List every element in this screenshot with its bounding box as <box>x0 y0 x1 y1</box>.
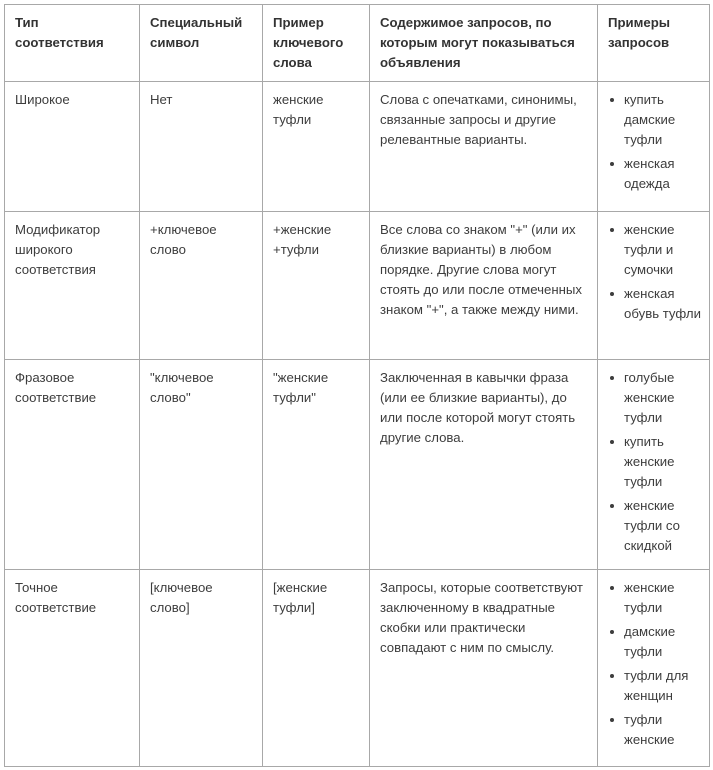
cell-keyword-example: [женские туфли] <box>263 570 370 767</box>
cell-query-examples <box>598 570 710 767</box>
bullet-icon <box>610 376 614 380</box>
query-examples-list <box>604 578 703 750</box>
query-examples-list <box>604 90 703 194</box>
header-query-examples: Примеры запросов <box>598 5 710 82</box>
cell-keyword-example: "женские туфли" <box>263 360 370 570</box>
list-item <box>604 220 703 280</box>
bullet-icon <box>610 586 614 590</box>
query-example-text: женская одежда <box>624 156 675 191</box>
cell-special-symbol: [ключевое слово] <box>140 570 263 767</box>
cell-query-examples <box>598 212 710 360</box>
query-example-text: купить дамские туфли <box>624 92 676 147</box>
bullet-icon <box>610 504 614 508</box>
list-item <box>604 496 703 556</box>
bullet-icon <box>610 98 614 102</box>
cell-query-content: Все слова со знаком "+" (или их близкие варианты) в любом порядке. Другие слова могут стоять до или после отмеченных знаком "+", а также между ними. <box>370 212 598 360</box>
query-examples-list <box>604 220 703 324</box>
list-item <box>604 622 703 662</box>
bullet-icon <box>610 162 614 166</box>
match-types-table <box>4 4 710 767</box>
match-types-table-container <box>4 4 709 767</box>
table-row <box>5 570 710 767</box>
cell-special-symbol: "ключевое слово" <box>140 360 263 570</box>
bullet-icon <box>610 292 614 296</box>
list-item <box>604 578 703 618</box>
list-item <box>604 666 703 706</box>
cell-keyword-example: женские туфли <box>263 82 370 212</box>
header-keyword-example: Пример ключевого слова <box>263 5 370 82</box>
cell-special-symbol: +ключевое слово <box>140 212 263 360</box>
header-special-symbol: Специальный символ <box>140 5 263 82</box>
query-example-text: женские туфли со скидкой <box>624 498 680 553</box>
query-example-text: женские туфли <box>624 580 675 615</box>
bullet-icon <box>610 440 614 444</box>
cell-query-content: Заключенная в кавычки фраза (или ее близкие варианты), до или после которой могут стоять другие слова. <box>370 360 598 570</box>
list-item <box>604 368 703 428</box>
query-example-text: женские туфли и сумочки <box>624 222 675 277</box>
cell-match-type: Точное соответствие <box>5 570 140 767</box>
query-example-text: туфли для женщин <box>624 668 689 703</box>
list-item <box>604 432 703 492</box>
list-item <box>604 710 703 750</box>
list-item <box>604 284 703 324</box>
cell-query-examples <box>598 360 710 570</box>
query-example-text: женская обувь туфли <box>624 286 701 321</box>
query-examples-list <box>604 368 703 556</box>
table-row <box>5 82 710 212</box>
header-query-content: Содержимое запросов, по которым могут показываться объявления <box>370 5 598 82</box>
cell-query-content: Запросы, которые соответствуют заключенному в квадратные скобки или практически совпадают с ним по смыслу. <box>370 570 598 767</box>
cell-keyword-example: +женские +туфли <box>263 212 370 360</box>
query-example-text: дамские туфли <box>624 624 676 659</box>
query-example-text: купить женские туфли <box>624 434 675 489</box>
cell-match-type: Модификатор широкого соответствия <box>5 212 140 360</box>
table-row <box>5 360 710 570</box>
cell-match-type: Фразовое соответствие <box>5 360 140 570</box>
table-row <box>5 212 710 360</box>
cell-query-examples <box>598 82 710 212</box>
query-example-text: голубые женские туфли <box>624 370 675 425</box>
bullet-icon <box>610 630 614 634</box>
bullet-icon <box>610 674 614 678</box>
list-item <box>604 90 703 150</box>
cell-query-content: Слова с опечатками, синонимы, связанные запросы и другие релевантные варианты. <box>370 82 598 212</box>
cell-special-symbol: Нет <box>140 82 263 212</box>
cell-match-type: Широкое <box>5 82 140 212</box>
bullet-icon <box>610 228 614 232</box>
header-match-type: Тип соответствия <box>5 5 140 82</box>
list-item <box>604 154 703 194</box>
query-example-text: туфли женские <box>624 712 675 747</box>
bullet-icon <box>610 718 614 722</box>
table-header-row <box>5 5 710 82</box>
